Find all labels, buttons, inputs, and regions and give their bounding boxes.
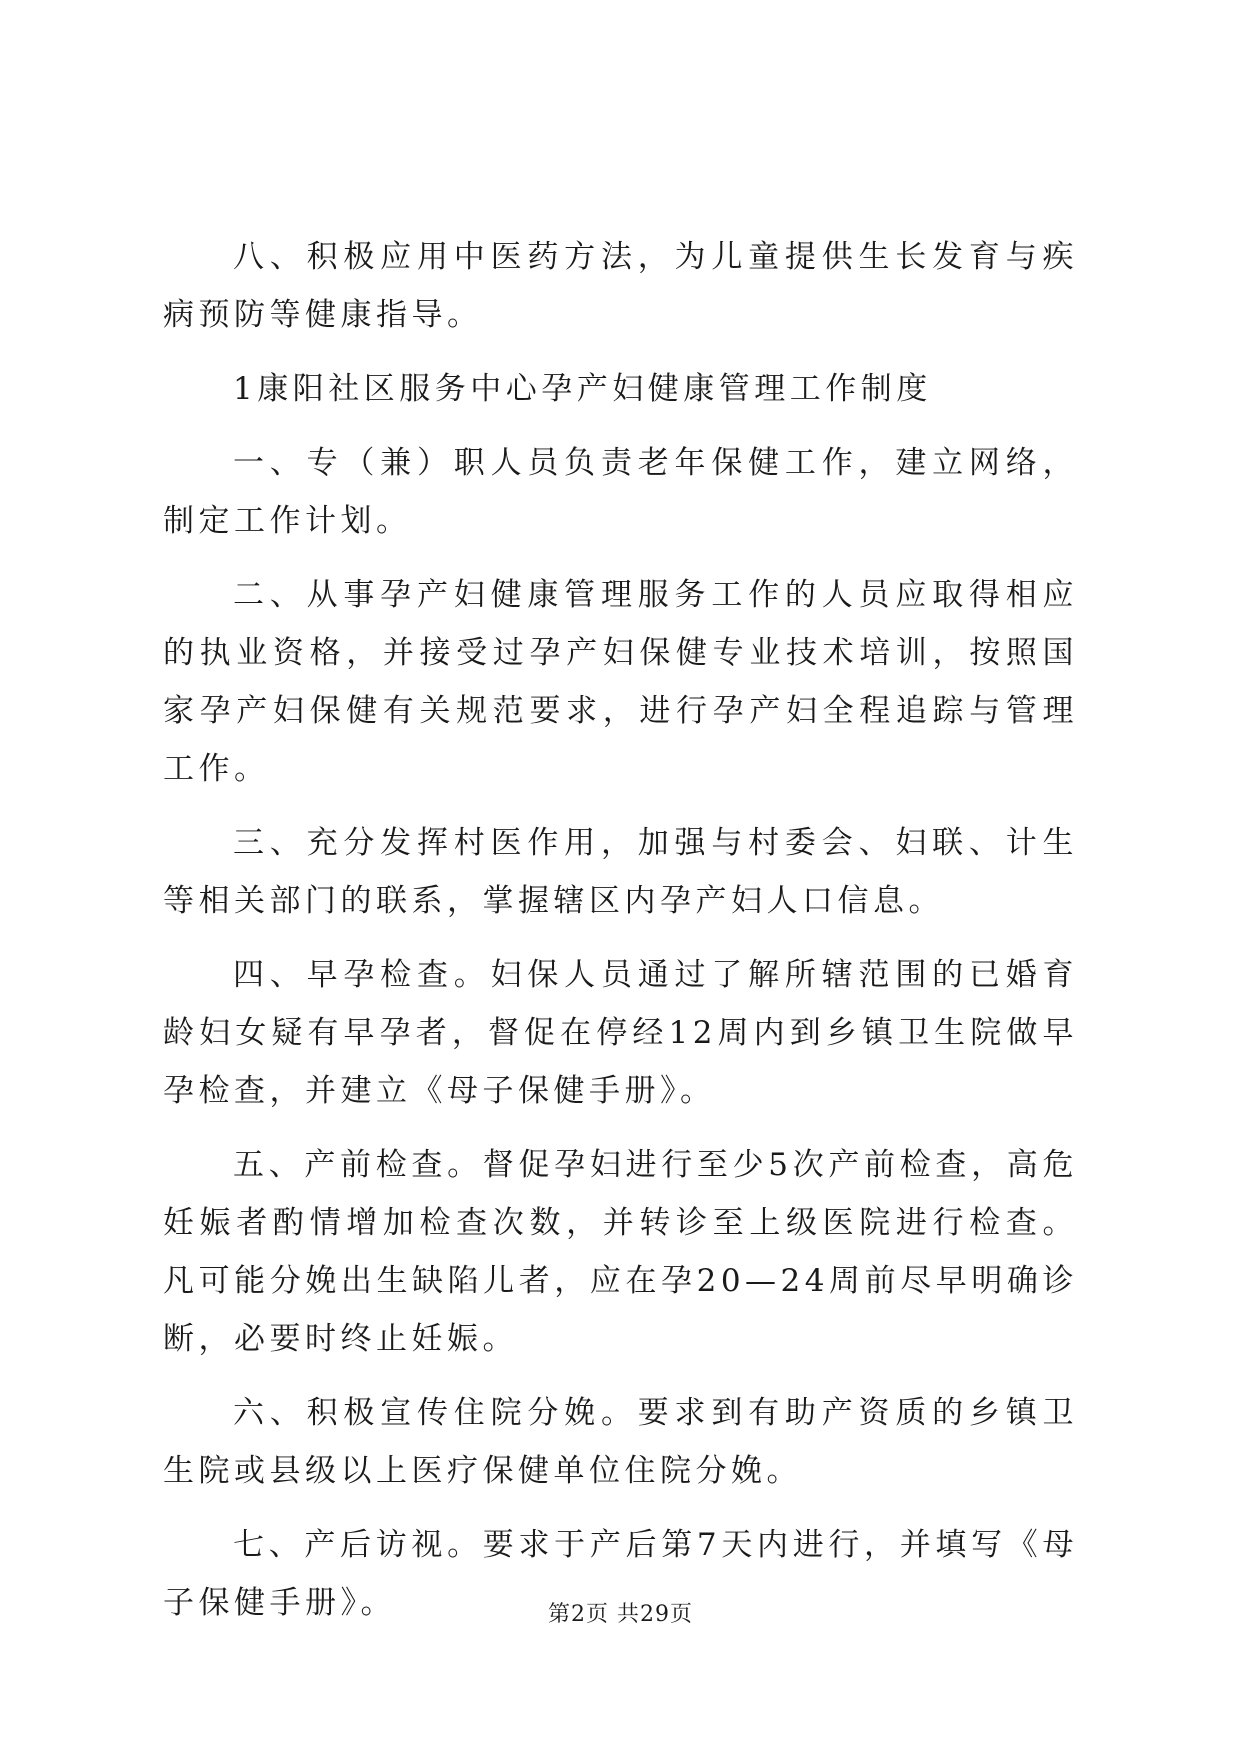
paragraph-item-2: 二、从事孕产妇健康管理服务工作的人员应取得相应的执业资格，并接受过孕产妇保健专业技术培训，按照国家孕产妇保健有关规范要求，进行孕产妇全程追踪与管理工作。 [163,577,1078,787]
paragraph-item-1: 一、专（兼）职人员负责老年保健工作，建立网络，制定工作计划。 [163,445,1078,539]
paragraph-item-4: 四、早孕检查。妇保人员通过了解所辖范围的已婚育龄妇女疑有早孕者，督促在停经12周内到乡镇卫生院做早孕检查，并建立《母子保健手册》。 [163,957,1078,1109]
document-body [163,228,1078,1648]
paragraph-item-5: 五、产前检查。督促孕妇进行至少5次产前检查，高危妊娠者酌情增加检查次数，并转诊至上级医院进行检查。凡可能分娩出生缺陷儿者，应在孕20—24周前尽早明确诊断，必要时终止妊娠。 [163,1147,1078,1357]
section-title: 1康阳社区服务中心孕产妇健康管理工作制度 [233,371,932,407]
page-number-footer: 第2页 共29页 [548,1602,693,1627]
paragraph-item-8: 八、积极应用中医药方法，为儿童提供生长发育与疾病预防等健康指导。 [163,239,1078,333]
paragraph-item-7: 七、产后访视。要求于产后第7天内进行，并填写《母子保健手册》。 [163,1527,1078,1621]
paragraph-item-6: 六、积极宣传住院分娩。要求到有助产资质的乡镇卫生院或县级以上医疗保健单位住院分娩。 [163,1395,1078,1489]
paragraph-item-3: 三、充分发挥村医作用，加强与村委会、妇联、计生等相关部门的联系，掌握辖区内孕产妇人口信息。 [163,825,1078,919]
